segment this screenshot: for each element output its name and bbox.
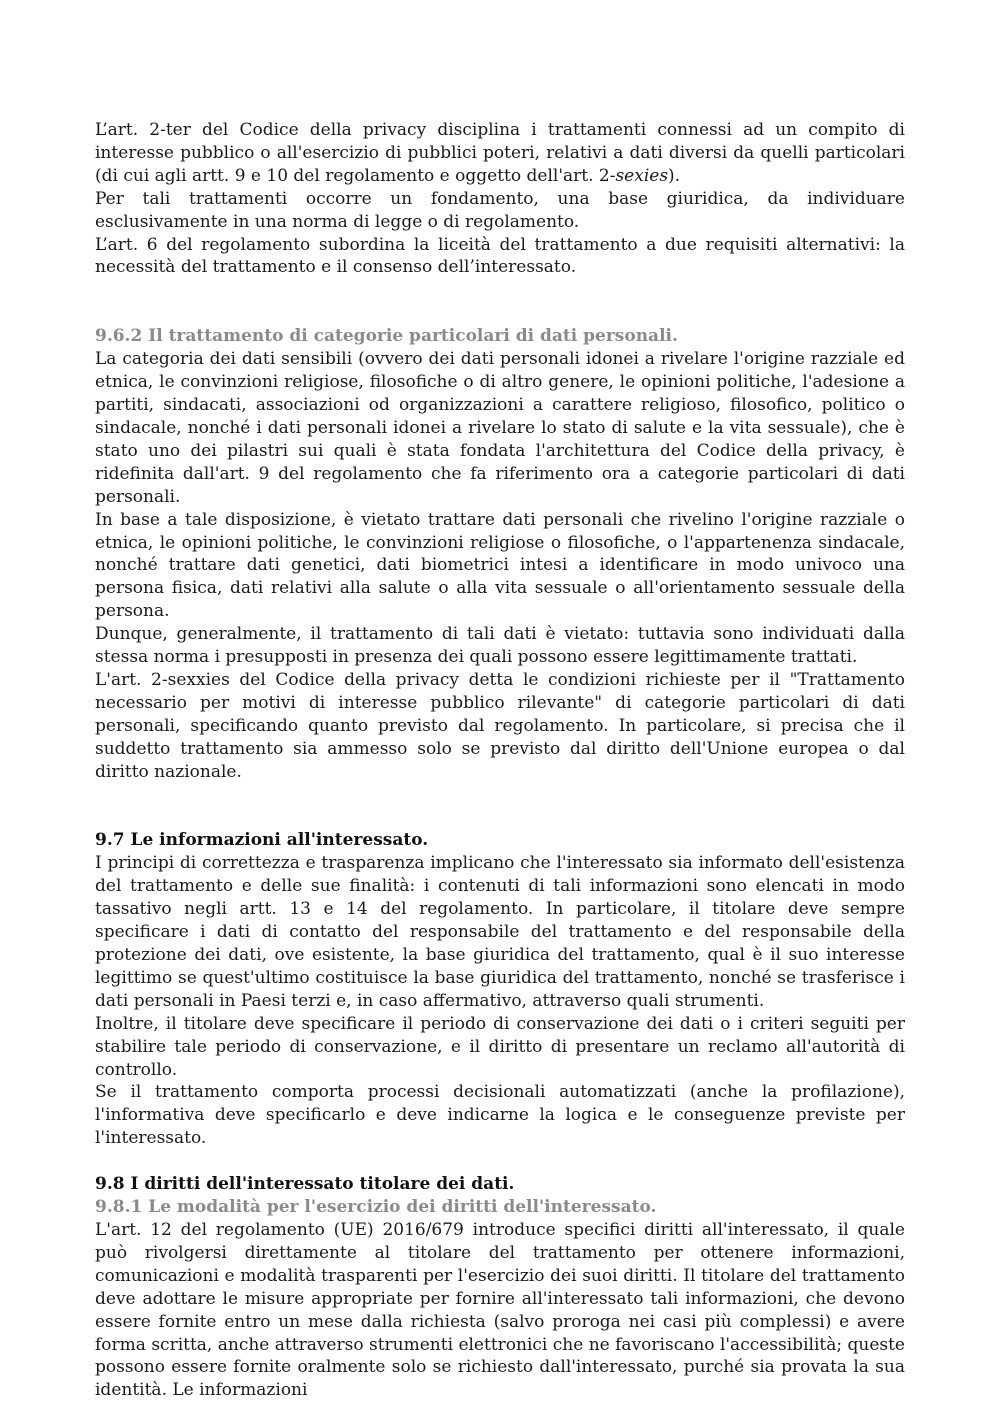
s962-paragraph-2: In base a tale disposizione, è vietato trattare dati personali che rivelino l'origine razziale o etnica, le opinioni politiche, le convinzioni religiose o filosofiche, o l'appartenenza sindacale, nonché trattare dati genetici, dati biometrici intesi a identificare in modo univoco una persona fisica, dati relativi alla salute o alla vita sessuale o all'orientamento sessuale della persona.	[95, 509, 905, 622]
s962-paragraph-1: La categoria dei dati sensibili (ovvero dei dati personali idonei a rivelare l'origine razziale ed etnica, le convinzioni religiose, filosofiche o di altro genere, le opinioni politiche, l'adesione a partiti, sindacati, associazioni od organizzazioni a carattere religioso, filosofico, politico o sindacale, nonché i dati personali idonei a rivelare lo stato di salute e la vita sessuale), che è stato uno dei pilastri sui quali è stata fondata l'architettura del Codice della privacy, è ridefinita dall'art. 9 del regolamento che fa riferimento ora a categorie particolari di dati personali.	[95, 349, 905, 507]
intro-paragraph-2: Per tali trattamenti occorre un fondamento, una base giuridica, da individuare esclusivamente in una norma di legge o di regolamento.	[95, 188, 905, 232]
section-spacer	[95, 279, 905, 325]
heading-9-7: 9.7 Le informazioni all'interessato.	[95, 830, 429, 851]
intro-p1-italic: sexies	[615, 165, 669, 186]
section-spacer	[95, 1150, 905, 1173]
s97-paragraph-2: Inoltre, il titolare deve specificare il periodo di conservazione dei dati o i criteri seguiti per stabilire tale periodo di conservazione, e il diritto di presentare un reclamo all'autorità di controllo.	[95, 1013, 905, 1080]
document-page	[95, 119, 905, 1402]
intro-p1-text: L’art. 2-ter del Codice della privacy disciplina i trattamenti connessi ad un compito di interesse pubblico o all'esercizio di pubblici poteri, relativi a dati diversi da quelli particolari (di cui agli artt. 9 e 10 del regolamento e oggetto dell'art. 2-	[95, 120, 905, 186]
heading-9-6-2: 9.6.2 Il trattamento di categorie particolari di dati personali.	[95, 326, 678, 347]
intro-p1-tail: ).	[668, 165, 681, 186]
s97-paragraph-3: Se il trattamento comporta processi decisionali automatizzati (anche la profilazione), l'informativa deve specificarlo e deve indicarne la logica e le conseguenze previste per l'interessato.	[95, 1082, 905, 1149]
s962-paragraph-4: L'art. 2-sexxies del Codice della privacy detta le condizioni richieste per il "Trattamento necessario per motivi di interesse pubblico rilevante" di categorie particolari di dati personali, specificando quanto previsto dal regolamento. In particolare, si precisa che il suddetto trattamento sia ammesso solo se previsto dal diritto dell'Unione europea o dal diritto nazionale.	[95, 669, 905, 782]
intro-paragraph-3: L’art. 6 del regolamento subordina la liceità del trattamento a due requisiti alternativi: la necessità del trattamento e il consenso dell’interessato.	[95, 234, 905, 278]
heading-9-8-1: 9.8.1 Le modalità per l'esercizio dei diritti dell'interessato.	[95, 1197, 657, 1218]
heading-9-8: 9.8 I diritti dell'interessato titolare dei dati.	[95, 1174, 515, 1195]
section-spacer	[95, 783, 905, 829]
intro-paragraph-1	[95, 119, 905, 188]
s962-paragraph-3: Dunque, generalmente, il trattamento di tali dati è vietato: tuttavia sono individuati dalla stessa norma i presupposti in presenza dei quali possono essere legittimamente trattati.	[95, 624, 905, 668]
s97-paragraph-1: I principi di correttezza e trasparenza implicano che l'interessato sia informato dell'esistenza del trattamento e delle sue finalità: i contenuti di tali informazioni sono elencati in modo tassativo negli artt. 13 e 14 del regolamento. In particolare, il titolare deve sempre specificare i dati di contatto del responsabile del trattamento e del responsabile della protezione dei dati, ove esistente, la base giuridica del trattamento, qual è il suo interesse legittimo se quest'ultimo costituisce la base giuridica del trattamento, nonché se trasferisce i dati personali in Paesi terzi e, in caso affermativo, attraverso quali strumenti.	[95, 853, 905, 1011]
s98-paragraph-1: L'art. 12 del regolamento (UE) 2016/679 introduce specifici diritti all'interessato, il quale può rivolgersi direttamente al titolare del trattamento per ottenere informazioni, comunicazioni e modalità trasparenti per l'esercizio dei suoi diritti. Il titolare del trattamento deve adottare le misure appropriate per fornire all'interessato tali informazioni, che devono essere fornite entro un mese dalla richiesta (salvo proroga nei casi più complessi) e avere forma scritta, anche attraverso strumenti elettronici che ne favoriscano l'accessibilità; queste possono essere fornite oralmente solo se richiesto dall'interessato, purché sia provata la sua identità. Le informazioni	[95, 1219, 905, 1401]
